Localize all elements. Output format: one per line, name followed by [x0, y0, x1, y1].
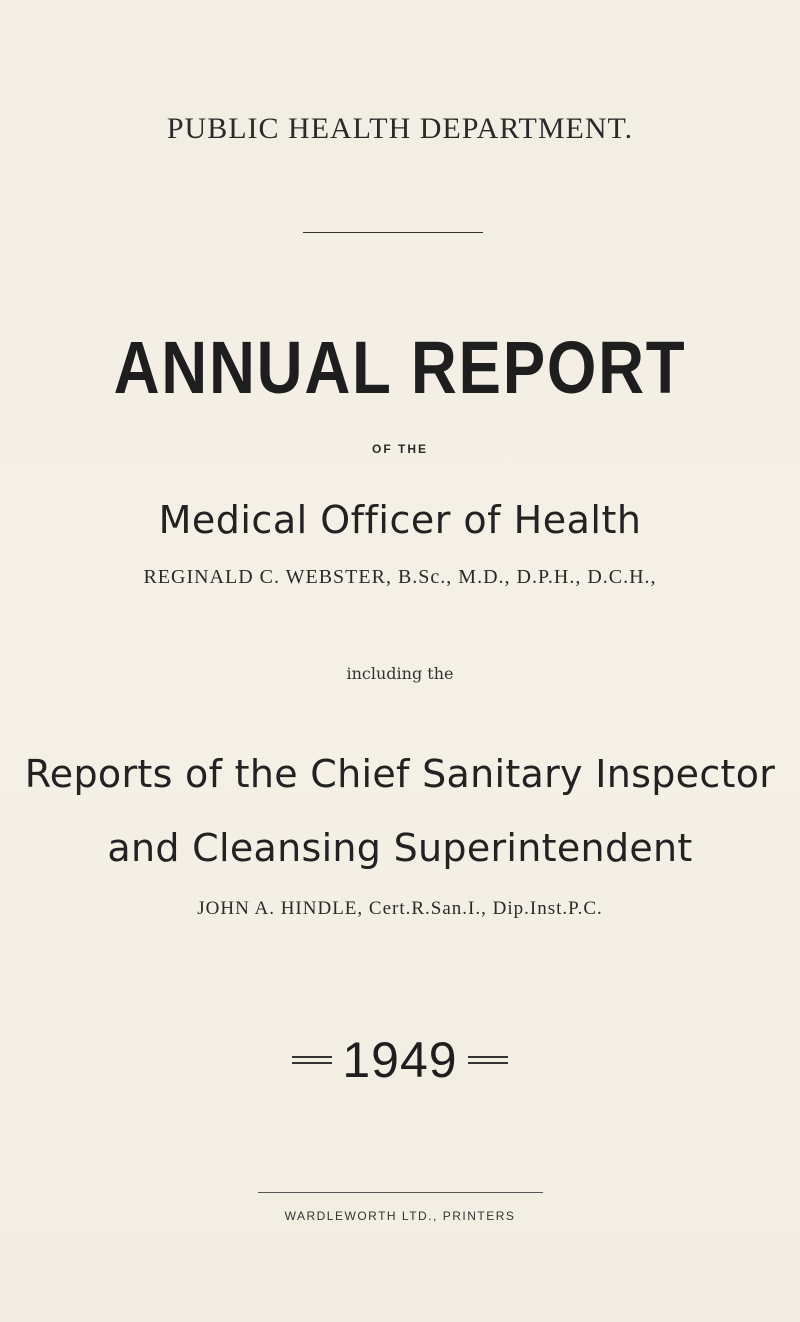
bottom-divider	[258, 1192, 543, 1193]
right-double-rule	[468, 1056, 508, 1064]
report-title: ANNUAL REPORT	[113, 326, 687, 409]
year-block	[0, 1030, 800, 1090]
inspector-name: JOHN A. HINDLE, Cert.R.San.I., Dip.Inst.P.C.	[197, 898, 603, 919]
top-divider	[303, 232, 483, 233]
officer-name: REGINALD C. WEBSTER, B.Sc., M.D., D.P.H., D.C.H.,	[143, 566, 657, 588]
printer-imprint: WARDLEWORTH LTD., PRINTERS	[284, 1209, 516, 1223]
reports-line-1: Reports of the Chief Sanitary Inspector	[24, 752, 776, 796]
left-double-rule	[292, 1056, 332, 1064]
reports-line-2: and Cleansing Superintendent	[107, 826, 693, 870]
including-label: including the	[346, 664, 454, 683]
report-year: 1949	[342, 1032, 458, 1088]
subtitle: Medical Officer of Health	[158, 498, 642, 542]
department-heading: PUBLIC HEALTH DEPARTMENT.	[166, 112, 634, 145]
of-the-label: OF THE	[372, 442, 428, 456]
